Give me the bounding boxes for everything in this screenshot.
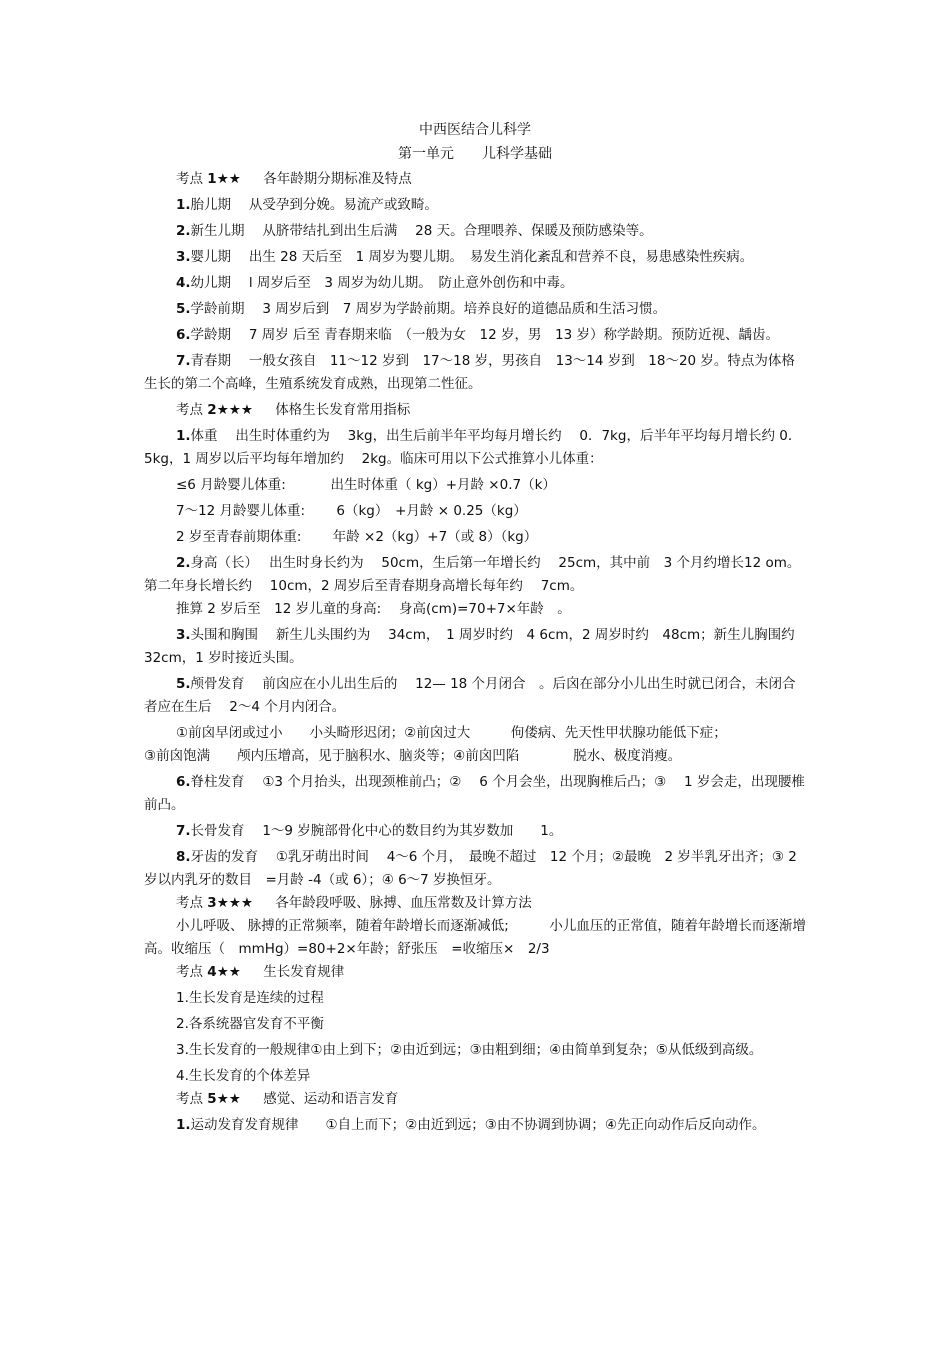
key-point-label: 考点 bbox=[176, 895, 203, 911]
fontanelle-line-2: ③前囟饱满 颅内压增高，见于脑积水、脑炎等；④前囟凹陷 脱水、极度消瘦。 bbox=[144, 748, 682, 764]
key-point-1-heading bbox=[144, 168, 806, 191]
key-point-text: 感觉、运动和语言发育 bbox=[263, 1091, 399, 1107]
growth-rule-item: 1.生长发育是连续的过程 bbox=[176, 990, 324, 1006]
height-formula: 推算 2 岁后至 12 岁儿童的身高: 身高(cm)=70+7×年龄 。 bbox=[176, 601, 571, 617]
key-point-label: 考点 bbox=[176, 1091, 203, 1107]
height-paragraph: 2.身高（长） 出生时身长约为 50cm，生后第一年增长约 25cm，其中前 3 个月约增长12 om。第二年身长增长约 10cm，2 周岁后至青春期身高增长每年约 7cm。 bbox=[144, 555, 801, 594]
key-point-number: 1★★ bbox=[207, 171, 241, 187]
key-point-text: 生长发育规律 bbox=[263, 964, 345, 980]
key-point-number: 5★★ bbox=[207, 1091, 241, 1107]
age-period-item: 7.青春期 一般女孩自 11～12 岁到 17～18 岁，男孩自 13～14 岁到 18～20 岁。特点为体格生长的第二个高峰，生殖系统发育成熟，出现第二性征。 bbox=[144, 353, 795, 392]
document-content bbox=[144, 118, 809, 1137]
key-point-number: 4★★ bbox=[207, 964, 241, 980]
fontanelle-line-1: ①前囟早闭或过小 小头畸形迟闭；②前囟过大 佝偻病、先天性甲状腺功能低下症； bbox=[176, 725, 727, 741]
key-point-5-heading bbox=[144, 1088, 806, 1111]
vital-signs-paragraph: 小儿呼吸、 脉搏的正常频率，随着年龄增长而逐渐减低; 小儿血压的正常值，随着年龄增长而逐渐增高。收缩压（ mmHg）=80+2×年龄；舒张压 =收缩压× 2/3 bbox=[144, 918, 806, 957]
age-period-item: 5.学龄前期 3 周岁后到 7 周岁为学龄前期。培养良好的道德品质和生活习惯。 bbox=[176, 301, 667, 317]
key-point-text: 各年龄期分期标准及特点 bbox=[263, 171, 412, 187]
age-period-item: 4.幼儿期 l 周岁后至 3 周岁为幼儿期。 防止意外创伤和中毒。 bbox=[176, 275, 574, 291]
weight-formula-3: 2 岁至青春前期体重: 年龄 ×2（kg）+7（或 8）（kg） bbox=[176, 529, 538, 545]
age-period-item: 3.婴儿期 出生 28 天后至 1 周岁为婴儿期。 易发生消化紊乱和营养不良，易患感染性疾病。 bbox=[176, 249, 754, 265]
growth-rule-item: 3.生长发育的一般规律①由上到下；②由近到远；③由粗到细；④由简单到复杂；⑤从低级到高级。 bbox=[176, 1042, 763, 1058]
motor-development-paragraph: 1.运动发育发育规律 ①自上而下；②由近到远；③由不协调到协调；④先正向动作后反向动作。 bbox=[176, 1117, 766, 1133]
key-point-text: 各年龄段呼吸、脉搏、血压常数及计算方法 bbox=[275, 895, 532, 911]
key-point-2-heading bbox=[144, 399, 806, 422]
weight-paragraph: 1.体重 出生时体重约为 3kg，出生后前半年平均每月增长约 0．7kg，后半年平均每月增长约 0．5kg，1 周岁以后平均每年增加约 2kg。临床可用以下公式推算小儿体重： bbox=[144, 428, 802, 467]
spine-paragraph: 6.脊柱发育 ①3 个月抬头，出现颈椎前凸；② 6 个月会坐，出现胸椎后凸；③ 1 岁会走，出现腰椎前凸。 bbox=[144, 774, 805, 813]
growth-rule-item: 2.各系统器官发育不平衡 bbox=[176, 1016, 324, 1032]
document-title: 中西医结合儿科学 bbox=[419, 122, 531, 138]
age-period-item: 2.新生儿期 从脐带结扎到出生后满 28 天。合理喂养、保暖及预防感染等。 bbox=[176, 223, 653, 239]
head-chest-paragraph: 3.头围和胸围 新生儿头围约为 34cm， 1 周岁时约 4 6cm，2 周岁时约 48cm；新生儿胸围约 32cm，1 岁时接近头围。 bbox=[144, 627, 809, 666]
key-point-label: 考点 bbox=[176, 964, 203, 980]
weight-formula-2: 7～12 月龄婴儿体重: 6（kg） +月龄 × 0.25（kg） bbox=[176, 503, 527, 519]
teeth-paragraph: 8.牙齿的发育 ①乳牙萌出时间 4～6 个月， 最晚不超过 12 个月；②最晚 2 岁半乳牙出齐；③ 2 岁以内乳牙的数目 =月龄 -4（或 6）；④ 6～7 岁换恒牙。 bbox=[144, 849, 797, 888]
key-point-text: 体格生长发育常用指标 bbox=[275, 402, 411, 418]
age-period-item: 6.学龄期 7 周岁 后至 青春期来临 （一般为女 12 岁，男 13 岁）称学龄期。预防近视、龋齿。 bbox=[176, 327, 779, 343]
long-bone-paragraph: 7.长骨发育 1～9 岁腕部骨化中心的数目约为其岁数加 1。 bbox=[176, 823, 563, 839]
age-period-item: 1.胎儿期 从受孕到分娩。易流产或致畸。 bbox=[176, 197, 438, 213]
skull-paragraph: 5.颅骨发育 前囟应在小儿出生后的 12— 18 个月闭合 。后囟在部分小儿出生时就已闭合，未闭合者应在生后 2～4 个月内闭合。 bbox=[144, 676, 796, 715]
key-point-number: 3★★★ bbox=[207, 895, 253, 911]
weight-formula-1: ≤6 月龄婴儿体重: 出生时体重（ kg）+月龄 ×0.7（k） bbox=[176, 477, 556, 493]
growth-rule-item: 4.生长发育的个体差异 bbox=[176, 1068, 311, 1084]
key-point-label: 考点 bbox=[176, 402, 203, 418]
unit-title: 第一单元 儿科学基础 bbox=[398, 146, 552, 162]
key-point-4-heading bbox=[144, 961, 806, 984]
key-point-3-heading bbox=[144, 892, 806, 915]
key-point-label: 考点 bbox=[176, 171, 203, 187]
key-point-number: 2★★★ bbox=[207, 402, 253, 418]
